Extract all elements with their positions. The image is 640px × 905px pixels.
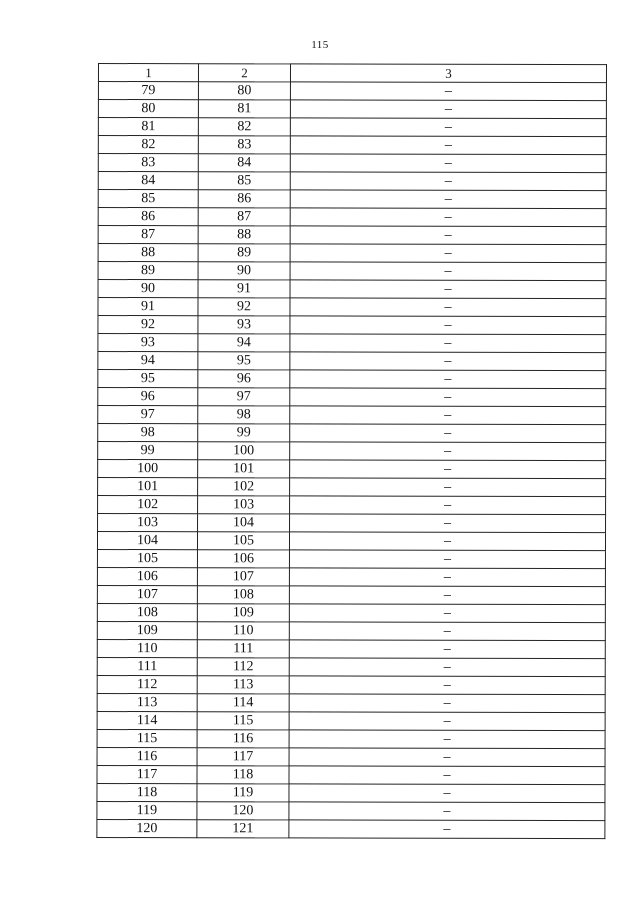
table-row: [97, 693, 605, 712]
table-row: [97, 657, 605, 676]
table-cell-col-2: 105: [197, 532, 289, 550]
table-cell-col-3: –: [289, 550, 605, 569]
table-cell-col-1: 98: [98, 424, 198, 442]
table-cell-col-3: –: [290, 352, 606, 371]
table-cell-col-1: 94: [98, 352, 198, 370]
table-cell-col-2: 86: [198, 190, 290, 208]
table-cell-col-1: 113: [97, 693, 197, 711]
table-cell-col-1: 99: [98, 442, 198, 460]
table-cell-col-2: 112: [197, 658, 289, 676]
table-row: [98, 154, 606, 173]
table-row: [97, 711, 605, 730]
table-row: [98, 496, 606, 515]
table-cell-col-2: 108: [197, 586, 289, 604]
table-cell-col-1: 89: [98, 262, 198, 280]
table-cell-col-2: 95: [198, 352, 290, 370]
table-row: [98, 316, 606, 335]
table-cell-col-2: 107: [197, 568, 289, 586]
table-cell-col-1: 80: [98, 100, 198, 118]
table-cell-col-2: 103: [198, 496, 290, 514]
table-cell-col-1: 107: [97, 585, 197, 603]
table-cell-col-2: 90: [198, 262, 290, 280]
table-cell-col-2: 93: [198, 316, 290, 334]
table-cell-col-3: –: [289, 712, 605, 731]
table-cell-col-3: –: [289, 802, 605, 821]
table-cell-col-1: 118: [97, 783, 197, 801]
table-cell-col-2: 100: [198, 442, 290, 460]
table-row: [97, 765, 605, 784]
table-row: [98, 442, 606, 461]
table-cell-col-1: 79: [98, 82, 198, 100]
table-cell-col-3: –: [289, 586, 605, 605]
table-cell-col-1: 96: [98, 388, 198, 406]
table-cell-col-3: –: [290, 298, 606, 317]
table-row: [97, 532, 605, 551]
column-header-2: 2: [198, 64, 290, 82]
table-row: [97, 729, 605, 748]
table-row: [97, 621, 605, 640]
table-cell-col-1: 109: [97, 621, 197, 639]
table-cell-col-3: –: [290, 136, 606, 155]
table-row: [98, 352, 606, 371]
table-cell-col-2: 114: [197, 694, 289, 712]
table-cell-col-2: 113: [197, 676, 289, 694]
table-row: [97, 819, 605, 838]
table-cell-col-2: 104: [198, 514, 290, 532]
table-cell-col-2: 102: [198, 478, 290, 496]
table-cell-col-3: –: [290, 334, 606, 353]
table-cell-col-3: –: [289, 604, 605, 623]
table-cell-col-3: –: [290, 226, 606, 245]
table-cell-col-2: 82: [198, 118, 290, 136]
table-row: [98, 262, 606, 281]
table-cell-col-2: 115: [197, 712, 289, 730]
table-cell-col-1: 115: [97, 729, 197, 747]
table-cell-col-2: 94: [198, 334, 290, 352]
table-cell-col-3: –: [289, 694, 605, 713]
table-cell-col-2: 109: [197, 604, 289, 622]
table-cell-col-1: 119: [97, 801, 197, 819]
table-cell-col-1: 102: [98, 496, 198, 514]
data-table: [96, 63, 607, 839]
table-row: [98, 100, 606, 119]
table-cell-col-3: –: [290, 460, 606, 479]
table-cell-col-2: 106: [197, 550, 289, 568]
table-body: [97, 82, 607, 839]
table-cell-col-1: 100: [98, 460, 198, 478]
table-row: [98, 298, 606, 317]
column-header-3: 3: [290, 64, 606, 83]
table-header: [98, 64, 606, 83]
table-cell-col-3: –: [290, 406, 606, 425]
table-cell-col-3: –: [289, 766, 605, 785]
table-cell-col-2: 121: [197, 820, 289, 838]
table-cell-col-3: –: [289, 784, 605, 803]
table-cell-col-2: 119: [197, 784, 289, 802]
table-cell-col-1: 95: [98, 370, 198, 388]
table-cell-col-3: –: [289, 568, 605, 587]
table-row: [98, 334, 606, 353]
table-cell-col-2: 110: [197, 622, 289, 640]
table-row: [98, 190, 606, 209]
table-cell-col-2: 99: [198, 424, 290, 442]
column-header-1: 1: [98, 64, 198, 82]
table-cell-col-2: 80: [198, 82, 290, 100]
table-cell-col-3: –: [290, 316, 606, 335]
table-cell-col-1: 106: [97, 567, 197, 585]
table-row: [98, 280, 606, 299]
table-cell-col-2: 85: [198, 172, 290, 190]
table-cell-col-3: –: [289, 658, 605, 677]
page-number: 115: [311, 39, 329, 51]
table-row: [98, 514, 606, 533]
table-cell-col-1: 88: [98, 244, 198, 262]
table-cell-col-1: 104: [97, 532, 197, 550]
table-row: [98, 478, 606, 497]
table-row: [97, 585, 605, 604]
table-cell-col-1: 116: [97, 747, 197, 765]
table-cell-col-2: 89: [198, 244, 290, 262]
table-cell-col-1: 101: [98, 478, 198, 496]
table-cell-col-2: 98: [198, 406, 290, 424]
table-row: [98, 208, 606, 227]
table-cell-col-1: 97: [98, 406, 198, 424]
table-cell-col-3: –: [290, 496, 606, 515]
table-cell-col-3: –: [290, 208, 606, 227]
table-cell-col-1: 83: [98, 154, 198, 172]
table-cell-col-2: 101: [198, 460, 290, 478]
table-cell-col-2: 97: [198, 388, 290, 406]
table-cell-col-1: 85: [98, 190, 198, 208]
table-row: [97, 675, 605, 694]
table-cell-col-1: 87: [98, 226, 198, 244]
table-cell-col-3: –: [290, 262, 606, 281]
table-row: [97, 603, 605, 622]
table-cell-col-2: 83: [198, 136, 290, 154]
table-row: [97, 801, 605, 820]
table-cell-col-1: 105: [97, 550, 197, 568]
table-cell-col-2: 117: [197, 748, 289, 766]
table-cell-col-3: –: [290, 172, 606, 191]
table-cell-col-3: –: [290, 280, 606, 299]
table-row: [98, 226, 606, 245]
table-row: [97, 783, 605, 802]
table-row: [98, 406, 606, 425]
table-cell-col-3: –: [290, 190, 606, 209]
table-row: [98, 118, 606, 137]
table-cell-col-1: 117: [97, 765, 197, 783]
table-row: [98, 424, 606, 443]
table-cell-col-1: 90: [98, 280, 198, 298]
table-cell-col-3: –: [290, 424, 606, 443]
table-cell-col-3: –: [289, 640, 605, 659]
table-cell-col-2: 84: [198, 154, 290, 172]
table-row: [98, 244, 606, 263]
table-cell-col-3: –: [290, 154, 606, 173]
table-row: [98, 82, 606, 101]
table-cell-col-2: 88: [198, 226, 290, 244]
table-cell-col-1: 81: [98, 118, 198, 136]
table-cell-col-3: –: [290, 514, 606, 533]
table-cell-col-2: 81: [198, 100, 290, 118]
table-cell-col-1: 112: [97, 675, 197, 693]
table-cell-col-3: –: [289, 532, 605, 551]
table-cell-col-3: –: [290, 82, 606, 101]
table-row: [97, 639, 605, 658]
table-cell-col-3: –: [289, 730, 605, 749]
table-cell-col-1: 84: [98, 172, 198, 190]
table-cell-col-1: 111: [97, 657, 197, 675]
table-cell-col-2: 91: [198, 280, 290, 298]
table-row: [98, 136, 606, 155]
table-cell-col-3: –: [290, 244, 606, 263]
table-cell-col-1: 110: [97, 639, 197, 657]
table-cell-col-3: –: [289, 622, 605, 641]
table-cell-col-3: –: [289, 676, 605, 695]
table-cell-col-1: 103: [98, 514, 198, 532]
table-cell-col-3: –: [290, 118, 606, 137]
table-cell-col-2: 92: [198, 298, 290, 316]
table-cell-col-1: 86: [98, 208, 198, 226]
table-cell-col-3: –: [290, 100, 606, 119]
table-cell-col-2: 96: [198, 370, 290, 388]
table-cell-col-1: 91: [98, 298, 198, 316]
table-cell-col-3: –: [290, 388, 606, 407]
table-row: [98, 172, 606, 191]
table-row: [98, 370, 606, 389]
table-cell-col-3: –: [290, 478, 606, 497]
table-cell-col-3: –: [290, 370, 606, 389]
table-cell-col-1: 82: [98, 136, 198, 154]
table-cell-col-3: –: [289, 820, 605, 839]
table-cell-col-3: –: [289, 748, 605, 767]
table-cell-col-2: 118: [197, 766, 289, 784]
table-cell-col-1: 108: [97, 603, 197, 621]
table-cell-col-2: 116: [197, 730, 289, 748]
table-cell-col-1: 92: [98, 316, 198, 334]
table-row: [97, 747, 605, 766]
table-cell-col-2: 120: [197, 802, 289, 820]
table-cell-col-2: 87: [198, 208, 290, 226]
table-row: [97, 550, 605, 569]
table-cell-col-2: 111: [197, 640, 289, 658]
table-row: [97, 567, 605, 586]
table-cell-col-3: –: [290, 442, 606, 461]
table-row: [98, 460, 606, 479]
table-row: [98, 388, 606, 407]
table-cell-col-1: 120: [97, 819, 197, 837]
table-cell-col-1: 114: [97, 711, 197, 729]
table-cell-col-1: 93: [98, 334, 198, 352]
header-row: [98, 64, 606, 83]
